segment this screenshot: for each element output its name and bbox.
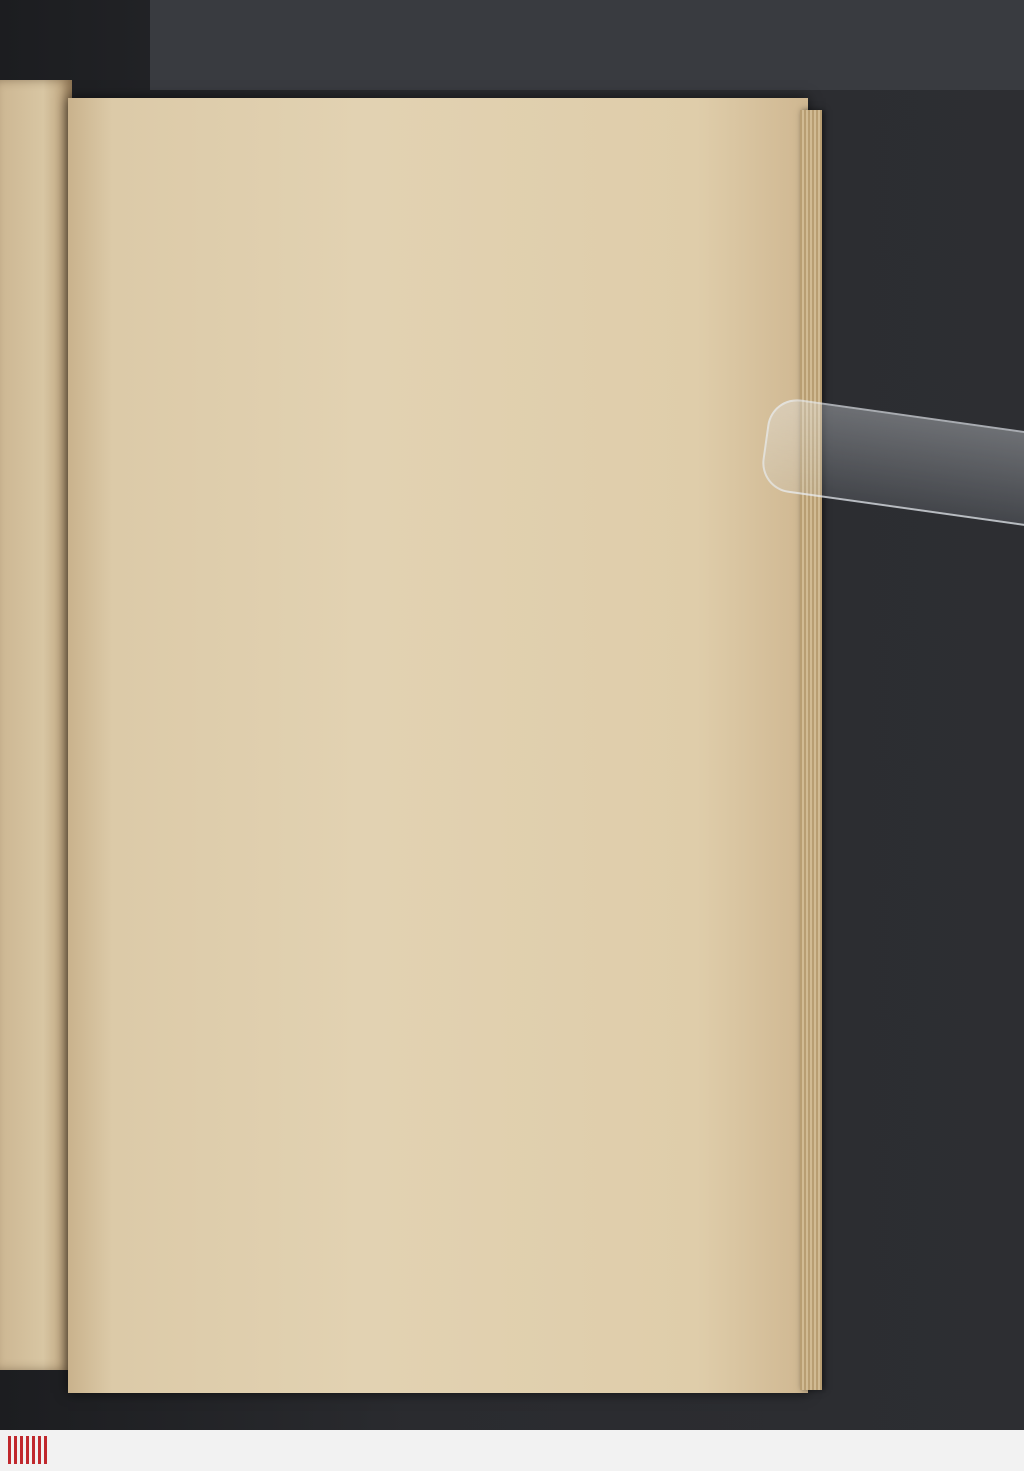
- scanner-backdrop: [150, 0, 1024, 90]
- page-block-edge: [800, 110, 822, 1390]
- previous-page-edge: [0, 80, 72, 1370]
- book-page: [68, 98, 808, 1393]
- footer-bar: [0, 1430, 1024, 1471]
- hab-logo-icon: [8, 1436, 48, 1464]
